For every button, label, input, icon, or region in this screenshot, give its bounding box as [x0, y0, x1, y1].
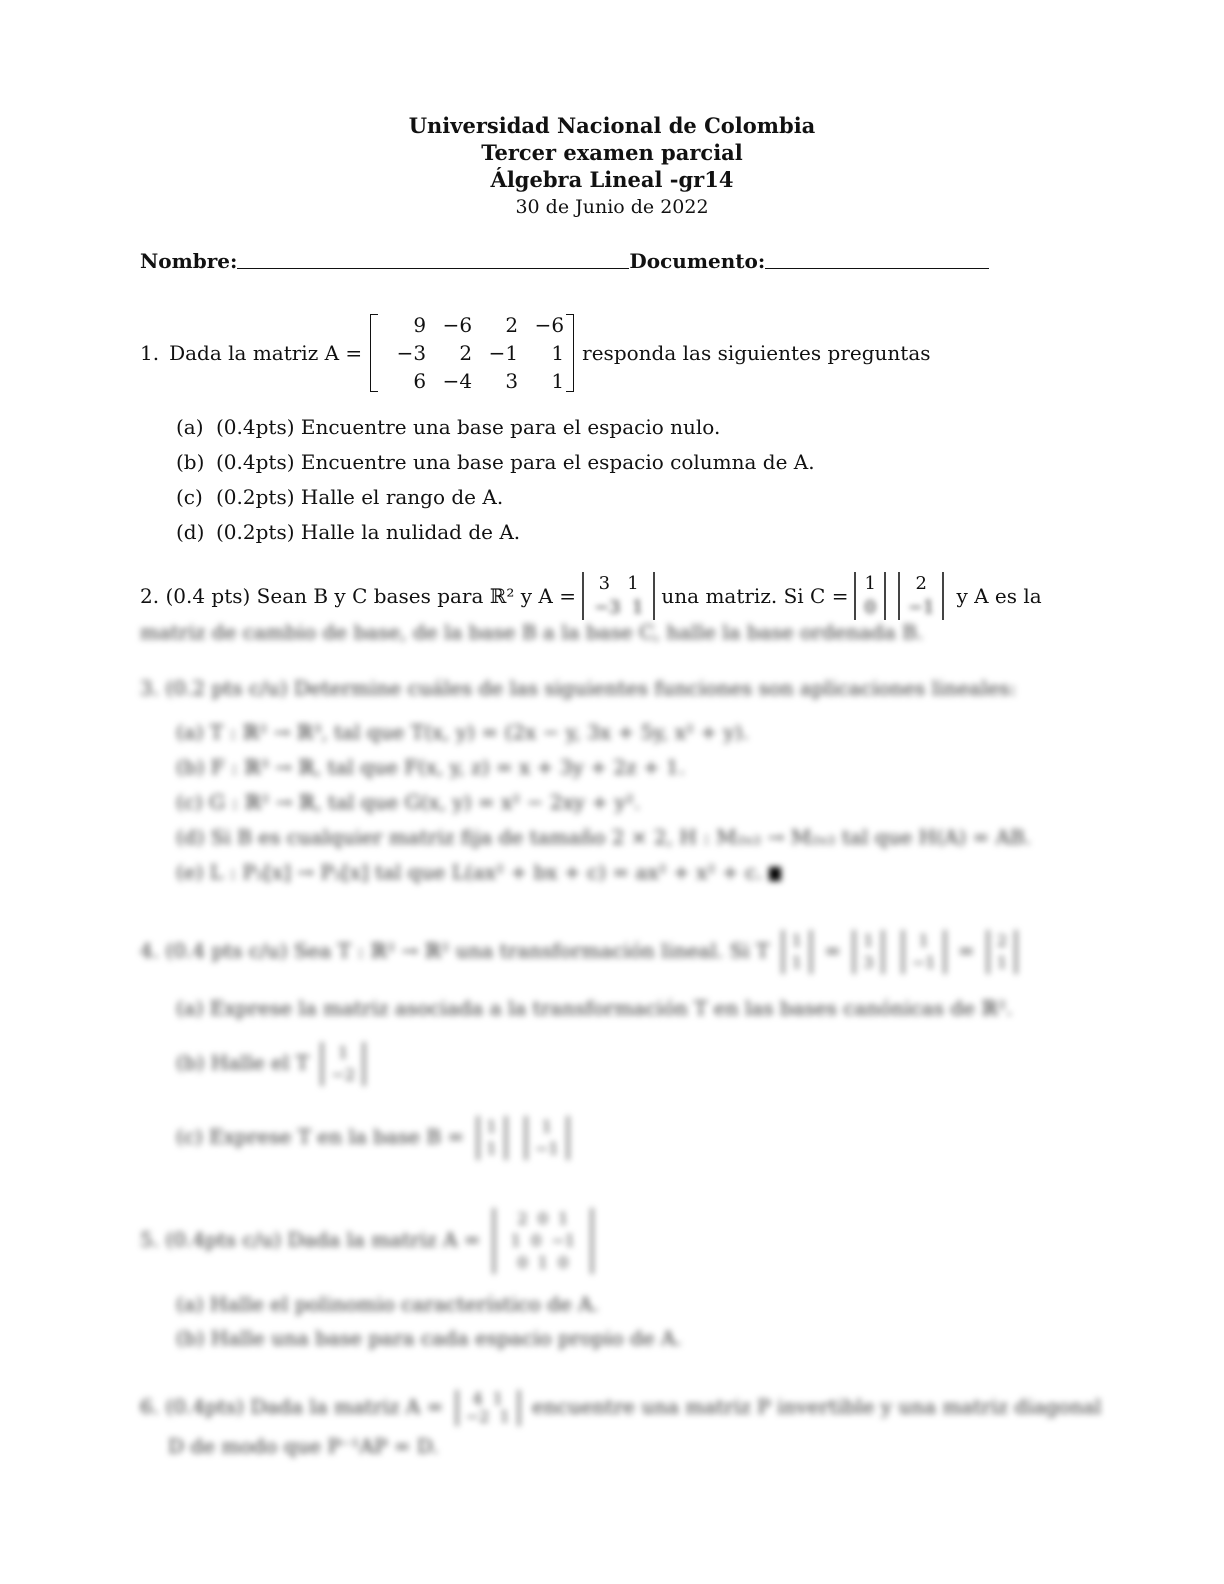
q4-text: 4. (0.4 pts c/u) Sea T : ℝ² → ℝ² una transformación lineal. Si T [140, 938, 770, 963]
equals-sign: = [957, 938, 975, 963]
matrix-cell: 2 [459, 341, 473, 365]
matrix-cell: 1 [551, 341, 565, 365]
question-4 [140, 930, 1023, 974]
matrix-cell: −4 [442, 369, 473, 393]
matrix-cell: −6 [442, 313, 473, 337]
q4-item-b-text: (b) Halle el T [176, 1050, 310, 1075]
q1-outro: responda las siguientes preguntas [582, 341, 931, 365]
q6-tail: encuentre una matriz P invertible y una matriz diagonal [532, 1394, 1102, 1419]
q5-matrix: 2 0 1 1 0 −1 0 1 0 [493, 1208, 593, 1274]
q2-set-c: 1 0 [854, 572, 885, 620]
matrix-cell: 1 [551, 369, 565, 393]
matrix-cell: −3 [396, 341, 427, 365]
q4-item-c [176, 1116, 575, 1160]
q3-item-a: (a) T : ℝ² → ℝ³, tal que T(x, y) = (2x − y, 3x + 5y, x² + y). [176, 720, 749, 744]
matrix-cell: 6 [413, 369, 427, 393]
exam-date: 30 de Junio de 2022 [515, 196, 709, 218]
q4-vector: 1 1 [782, 930, 812, 974]
question-6 [140, 1390, 1101, 1426]
q4-vector: 1 −1 [525, 1116, 569, 1160]
q5-item-b: (b) Halle una base para cada espacio propio de A. [176, 1326, 682, 1350]
matrix-cell: −1 [488, 341, 519, 365]
q2-mid: una matriz. Si C = [661, 584, 849, 608]
university-name: Universidad Nacional de Colombia [408, 113, 816, 138]
matrix-cell: 1 [627, 573, 639, 594]
matrix-cell: −6 [534, 313, 565, 337]
question-3: 3. (0.2 pts c/u) Determine cuáles de las siguientes funciones son aplicaciones lineales: [140, 676, 1017, 700]
q3-item-c: (c) G : ℝ² → ℝ, tal que G(x, y) = x² − 2xy + y². [176, 790, 641, 814]
item-label: (c) [176, 485, 203, 509]
matrix-cell: 2 [505, 313, 519, 337]
q1-intro: Dada la matriz A = [169, 341, 363, 365]
name-label: Nombre: [140, 249, 238, 273]
q2-end: y A es la [956, 584, 1042, 608]
item-label: (a) [176, 415, 204, 439]
q4-item-b [176, 1042, 371, 1086]
item-text: (0.4pts) Encuentre una base para el espacio columna de A. [216, 450, 815, 474]
q3-item-e-text: (e) L : P₂[x] → P₂[x] tal que L(ax² + bx + c) = ax² + x² + c. [176, 860, 763, 884]
matrix-cell: 3 [598, 573, 611, 594]
q5-item-a: (a) Halle el polinomio característico de A. [176, 1292, 599, 1316]
q5-text: 5. (0.4pts c/u) Dada la matriz A = [140, 1227, 481, 1252]
q2-set-c: 2 −1 [898, 572, 945, 620]
q4-vector: 1 1 [477, 1116, 507, 1160]
matrix-cell-blurred: −3 1 [593, 597, 644, 618]
q4-vector: 1 −1 [902, 930, 946, 974]
equals-sign: = [824, 938, 842, 963]
question-5 [140, 1208, 599, 1274]
q3-item-d: (d) Si B es cualquier matriz fija de tamaño 2 × 2, H : M₂ₓ₂ → M₂ₓ₂ tal que H(A) = AB. [176, 825, 1032, 849]
q4-item-c-text: (c) Exprese T en la base B = [176, 1124, 465, 1149]
q2-start: 2. (0.4 pts) Sean B y C bases para ℝ² y A = [140, 584, 576, 608]
q6-line2: D de modo que P⁻¹AP = D. [168, 1434, 439, 1458]
item-text: (0.2pts) Halle el rango de A. [216, 485, 504, 509]
q6-text: 6. (0.4pts) Dada la matriz A = [140, 1394, 444, 1419]
q4-item-a: (a) Exprese la matriz asociada a la transformación T en las bases canónicas de ℝ². [176, 996, 1013, 1020]
q4-vector: 1 3 [853, 930, 883, 974]
matrix-cell: 3 [505, 369, 519, 393]
q4-vector: 2 1 [987, 930, 1017, 974]
q3-item-e [176, 860, 781, 884]
q3-item-b: (b) F : ℝ³ → ℝ, tal que F(x, y, z) = x + 3y + 2z + 1. [176, 755, 686, 779]
q2-line2: matriz de cambio de base, de la base B a la base C, halle la base ordenada B. [140, 620, 924, 644]
exam-title: Tercer examen parcial [481, 140, 743, 165]
item-text: (0.4pts) Encuentre una base para el espacio nulo. [216, 415, 721, 439]
q4-vector: 1 −2 [321, 1042, 365, 1086]
course-title: Álgebra Lineal -gr14 [490, 167, 734, 192]
q1-number: 1. [140, 341, 160, 365]
item-label: (b) [176, 450, 205, 474]
ink-blot-icon [769, 867, 781, 881]
item-text: (0.2pts) Halle la nulidad de A. [216, 520, 521, 544]
document-label: Documento: [629, 249, 766, 273]
q6-matrix: 4 1 −2 1 [456, 1390, 520, 1426]
matrix-cell: 9 [413, 313, 427, 337]
item-label: (d) [176, 520, 205, 544]
